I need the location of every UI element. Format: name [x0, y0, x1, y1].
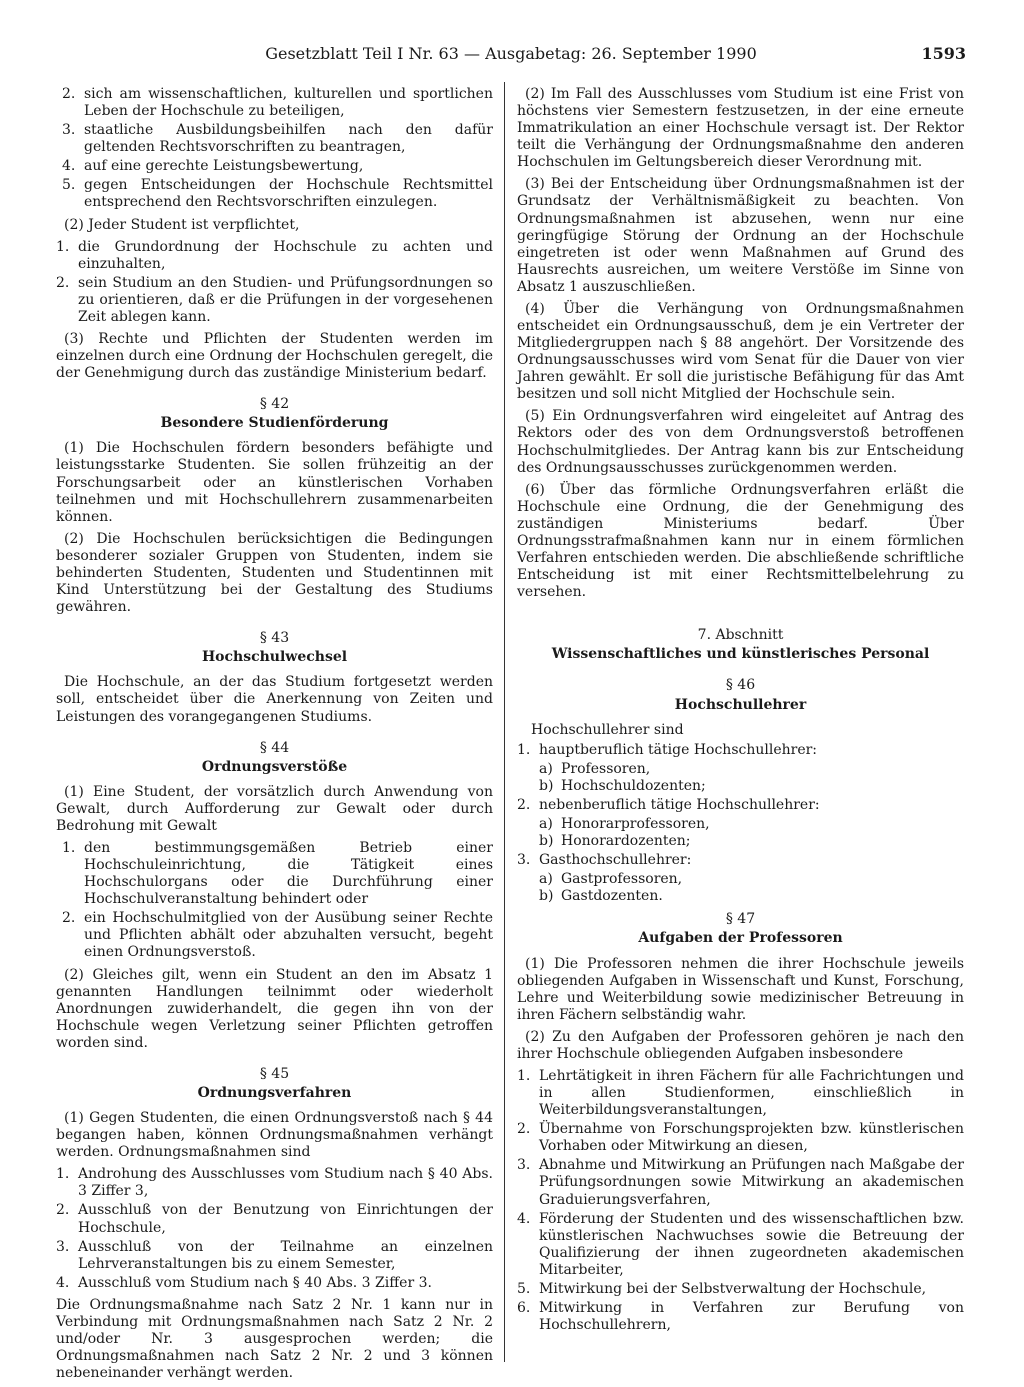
list-item: 6. Mitwirkung in Verfahren zur Berufung von Hochschullehrern, — [517, 1300, 964, 1334]
page-number: 1593 — [921, 44, 966, 63]
list-item: 4. Förderung der Studenten und des wissenschaftlichen bzw. künstlerischen Nachwuchses sowie die Betreuung der Qualifizierung der ihnen zugeordneten akademischen Mitarbeiter, — [517, 1210, 964, 1278]
chapter-number: 7. Abschnitt — [697, 627, 784, 644]
list-item: 3. staatliche Ausbildungsbeihilfen nach den dafür geltenden Rechtsvorschriften zu beantragen, — [62, 122, 493, 156]
right-column — [517, 86, 964, 1339]
section-number: § 42 — [259, 396, 290, 413]
list-item: 3. Abnahme und Mitwirkung an Prüfungen nach Maßgabe der Prüfungsordnungen sowie Mitwirkung an akademischen Graduierungsverfahren, — [517, 1157, 964, 1208]
list-item: 2. sich am wissenschaftlichen, kulturellen und sportlichen Leben der Hochschule zu beteiligen, — [62, 86, 493, 120]
paragraph: Die Ordnungsmaßnahme nach Satz 2 Nr. 1 kann nur in Verbindung mit Ordnungsmaßnahmen nach Satz 2 Nr. 2 und/oder Nr. 3 ausgesprochen werden; die Ordnungsmaßnahmen nach Satz 2 Nr. 2 und 3 können nebeneinander verhängt werden. — [56, 1296, 493, 1382]
page-header — [56, 44, 966, 70]
paragraph: (1) Gegen Studenten, die einen Ordnungsverstoß nach § 44 begangen haben, können Ordnungsmaßnahmen verhängt werden. Ordnungsmaßnahmen sind — [56, 1110, 493, 1161]
column-divider — [504, 82, 505, 1362]
list-item: 2. nebenberuflich tätige Hochschullehrer: — [517, 796, 820, 813]
paragraph: (2) Gleiches gilt, wenn ein Student an den im Absatz 1 genannten Handlungen teilnimmt oder wiederholt Anordnungen zuwiderhandelt, die gegen ihn von der Hochschule wegen Verletzung seiner Pflichten getroffen worden sind. — [56, 966, 493, 1051]
list-item: b) Hochschuldozenten; — [539, 777, 706, 794]
paragraph: (2) Die Hochschulen berücksichtigen die Bedingungen besonderer sozialer Gruppen von Studenten, indem sie behinderten Studenten, Studenten und Studentinnen mit Kind Unterstützung bei der Gestaltung des Studiums gewähren. — [56, 530, 493, 616]
section-title: Hochschullehrer — [674, 696, 807, 713]
list-item: 2. Übernahme von Forschungsprojekten bzw. künstlerischen Vorhaben oder Mitwirkung an diesen, — [517, 1121, 964, 1155]
list-item: 3. Ausschluß von der Teilnahme an einzelnen Lehrveranstaltungen bis zu einem Semester, — [56, 1238, 493, 1272]
paragraph: (1) Die Professoren nehmen die ihrer Hochschule jeweils obliegenden Aufgaben in Wissenschaft und Kunst, Forschung, Lehre und Weiterbildung sowie medizinischer Betreuung in ihren Fächern selbständig wahr. — [517, 955, 964, 1023]
paragraph: (1) Eine Student, der vorsätzlich durch Anwendung von Gewalt, durch Aufforderung zur Gewalt oder durch Bedrohung mit Gewalt — [56, 783, 493, 834]
section-number: § 43 — [259, 630, 290, 647]
list-item: 1. Androhung des Ausschlusses vom Studium nach § 40 Abs. 3 Ziffer 3, — [56, 1166, 493, 1200]
left-column — [56, 86, 493, 1387]
sub-list — [517, 761, 964, 795]
paragraph: (1) Die Hochschulen fördern besonders befähigte und leistungsstarke Studenten. Sie sollen frühzeitig an der Forschungsarbeit oder an künstlerischen Vorhaben teilnehmen und mit Hochschullehrern zusammenarbeiten können. — [56, 440, 493, 525]
lecturer-types-list — [517, 742, 964, 906]
sub-list — [517, 871, 964, 905]
section-number: § 47 — [725, 911, 756, 928]
paragraph: (3) Rechte und Pflichten der Studenten werden im einzelnen durch eine Ordnung der Hochschulen geregelt, die der Genehmigung durch das zuständige Ministerium bedarf. — [56, 331, 493, 382]
paragraph: (5) Ein Ordnungsverfahren wird eingeleitet auf Antrag des Rektors oder des von dem Ordnungsverstoß betroffenen Hochschulmitgliedes. Der Antrag kann bis zur Entscheidung des Ordnungsausschusses zurückgenommen werden. — [517, 408, 964, 476]
list-item: a) Professoren, — [539, 760, 651, 777]
sub-list — [517, 816, 964, 850]
list-item: 2. sein Studium an den Studien- und Prüfungsordnungen so zu orientieren, daß er die Prüfungen in der vorgesehenen Zeit ablegen kann. — [56, 274, 493, 325]
section-title: Besondere Studienförderung — [160, 415, 389, 432]
paragraph: (2) Im Fall des Ausschlusses vom Studium ist eine Frist von höchstens vier Semestern festzusetzen, in der eine erneute Immatrikulation an einer Hochschule versagt ist. Der Rektor teilt die Verhängung der Ordnungsmaßnahme den anderen Hochschulen im Geltungsbereich dieser Verordnung mit. — [517, 86, 964, 171]
violations-list — [56, 840, 493, 962]
list-item: 2. ein Hochschulmitglied von der Ausübung seiner Rechte und Pflichten abhält oder abzuhalten versucht, begeht einen Ordnungsverstoß. — [62, 910, 493, 961]
list-item: 1. Lehrtätigkeit in ihren Fächern für alle Fachrichtungen und in allen Studienformen, einschließlich in Weiterbildungsveranstaltungen, — [517, 1067, 964, 1119]
list-item: 1. den bestimmungsgemäßen Betrieb einer Hochschuleinrichtung, die Tätigkeit eines Hochschulorgans oder die Durchführung einer Hochschulveranstaltung behindert oder — [62, 839, 493, 908]
paragraph: (2) Zu den Aufgaben der Professoren gehören je nach den ihrer Hochschule obliegenden Aufgaben insbesondere — [517, 1028, 964, 1062]
section-title: Aufgaben der Professoren — [638, 930, 843, 947]
section-number: § 44 — [259, 739, 290, 756]
list-item: a) Honorarprofessoren, — [539, 815, 710, 832]
paragraph: (2) Jeder Student ist verpflichtet, — [64, 216, 300, 233]
paragraph: (4) Über die Verhängung von Ordnungsmaßnahmen entscheidet ein Ordnungsausschuß, dem je ein Vertreter der Mitgliedergruppen nach § 88 angehört. Der Vorsitzende des Ordnungsausschusses wird vom Senat für die Dauer von vier Jahren gewählt. Er soll die juristische Befähigung für das Amt besitzen und soll nicht Mitglied der Hochschule sein. — [517, 300, 964, 403]
chapter-title: Wissenschaftliches und künstlerisches Personal — [551, 646, 930, 663]
header-title: Gesetzblatt Teil I Nr. 63 — Ausgabetag: 26. September 1990 — [265, 44, 757, 63]
list-item: 1. die Grundordnung der Hochschule zu achten und einzuhalten, — [56, 238, 493, 272]
list-item: 4. Ausschluß vom Studium nach § 40 Abs. 3 Ziffer 3. — [56, 1274, 432, 1291]
section-title: Ordnungsverfahren — [197, 1084, 352, 1101]
paragraph: Die Hochschule, an der das Studium fortgesetzt werden soll, entscheidet über die Anerkennung von Zeiten und Leistungen des vorangegangenen Studiums. — [56, 674, 493, 725]
paragraph: (6) Über das förmliche Ordnungsverfahren erläßt die Hochschule eine Ordnung, die der Genehmigung des zuständigen Ministeriums bedarf. Über Ordnungsstrafmaßnahmen kann nur in einem förmlichen Verfahren entschieden werden. Die abschließende schriftliche Entscheidung ist mit einer Rechtsmittelbelehrung zu versehen. — [517, 481, 964, 601]
measures-list — [56, 1166, 493, 1292]
paragraph: (3) Bei der Entscheidung über Ordnungsmaßnahmen ist der Grundsatz der Verhältnismäßigkeit zu beachten. Von Ordnungsmaßnahmen ist abzusehen, wenn nur eine geringfügige Störung der Ordnung an der Hochschule eingetreten ist oder wenn Maßnahmen auf Grund des Hausrechts ausreichen, um weitere Verstöße im Sinne von Absatz 1 auszuschließen. — [517, 176, 964, 295]
paragraph: Hochschullehrer sind — [531, 721, 684, 738]
list-item: 3. Gasthochschullehrer: — [517, 852, 692, 869]
section-title: Ordnungsverstöße — [201, 758, 348, 775]
list-item: 4. auf eine gerechte Leistungsbewertung, — [62, 158, 364, 175]
list-item: 5. Mitwirkung bei der Selbstverwaltung der Hochschule, — [517, 1280, 927, 1297]
list-item: 5. gegen Entscheidungen der Hochschule Rechtsmittel entsprechend den Rechtsvorschriften einzulegen. — [62, 177, 493, 211]
section-title: Hochschulwechsel — [201, 649, 348, 666]
section-number: § 46 — [725, 677, 756, 694]
rights-list — [56, 86, 493, 212]
duties-list — [56, 239, 493, 326]
professor-duties-list — [517, 1068, 964, 1334]
list-item: 2. Ausschluß von der Benutzung von Einrichtungen der Hochschule, — [56, 1202, 493, 1236]
list-item: b) Honorardozenten; — [539, 833, 691, 850]
list-item: b) Gastdozenten. — [539, 888, 663, 905]
section-number: § 45 — [259, 1065, 290, 1082]
list-item: 1. hauptberuflich tätige Hochschullehrer: — [517, 741, 818, 758]
list-item: a) Gastprofessoren, — [539, 871, 683, 888]
